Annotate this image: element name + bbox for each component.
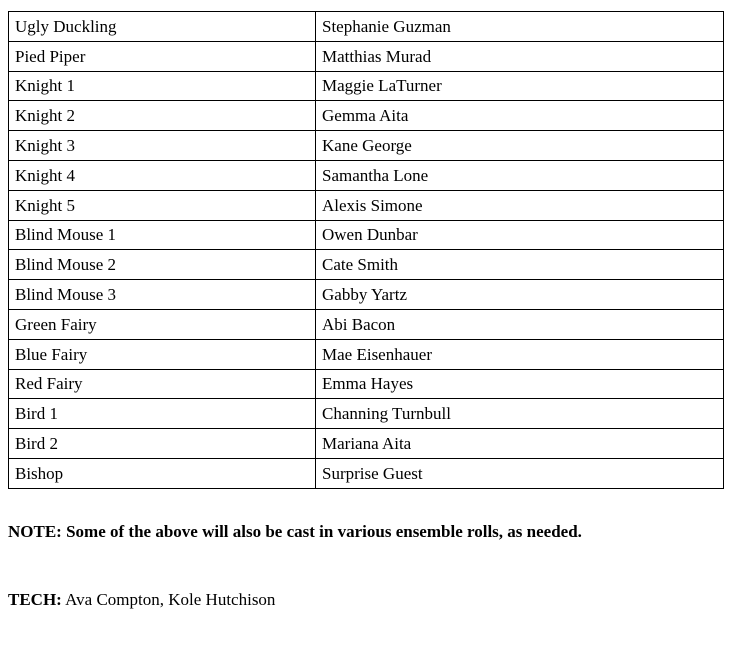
actor-cell: Cate Smith [316,250,724,280]
actor-cell: Stephanie Guzman [316,12,724,42]
actor-cell: Owen Dunbar [316,220,724,250]
table-row [9,280,724,310]
table-row [9,309,724,339]
role-cell: Bishop [9,458,316,488]
role-cell: Pied Piper [9,41,316,71]
table-row [9,12,724,42]
actor-cell: Gemma Aita [316,101,724,131]
role-cell: Red Fairy [9,369,316,399]
table-row [9,339,724,369]
role-cell: Bird 2 [9,429,316,459]
role-cell: Green Fairy [9,309,316,339]
table-row [9,41,724,71]
actor-cell: Samantha Lone [316,160,724,190]
actor-cell: Gabby Yartz [316,280,724,310]
role-cell: Blind Mouse 2 [9,250,316,280]
actor-cell: Kane George [316,131,724,161]
table-row [9,369,724,399]
table-row [9,160,724,190]
role-cell: Blue Fairy [9,339,316,369]
table-row [9,71,724,101]
table-row [9,131,724,161]
role-cell: Knight 2 [9,101,316,131]
actor-cell: Matthias Murad [316,41,724,71]
table-row [9,250,724,280]
cast-table-body [9,12,724,489]
actor-cell: Mariana Aita [316,429,724,459]
actor-cell: Surprise Guest [316,458,724,488]
role-cell: Knight 1 [9,71,316,101]
tech-credits [8,590,275,610]
role-cell: Knight 5 [9,190,316,220]
actor-cell: Emma Hayes [316,369,724,399]
role-cell: Ugly Duckling [9,12,316,42]
tech-names: Ava Compton, Kole Hutchison [65,590,276,609]
actor-cell: Abi Bacon [316,309,724,339]
role-cell: Knight 4 [9,160,316,190]
table-row [9,220,724,250]
table-row [9,429,724,459]
table-row [9,399,724,429]
role-cell: Blind Mouse 1 [9,220,316,250]
table-row [9,190,724,220]
actor-cell: Alexis Simone [316,190,724,220]
actor-cell: Mae Eisenhauer [316,339,724,369]
table-row [9,458,724,488]
table-row [9,101,724,131]
cast-table [8,11,724,489]
role-cell: Knight 3 [9,131,316,161]
actor-cell: Maggie LaTurner [316,71,724,101]
actor-cell: Channing Turnbull [316,399,724,429]
tech-label: TECH: [8,590,62,609]
ensemble-note: NOTE: Some of the above will also be cast in various ensemble rolls, as needed. [8,522,582,541]
role-cell: Bird 1 [9,399,316,429]
role-cell: Blind Mouse 3 [9,280,316,310]
